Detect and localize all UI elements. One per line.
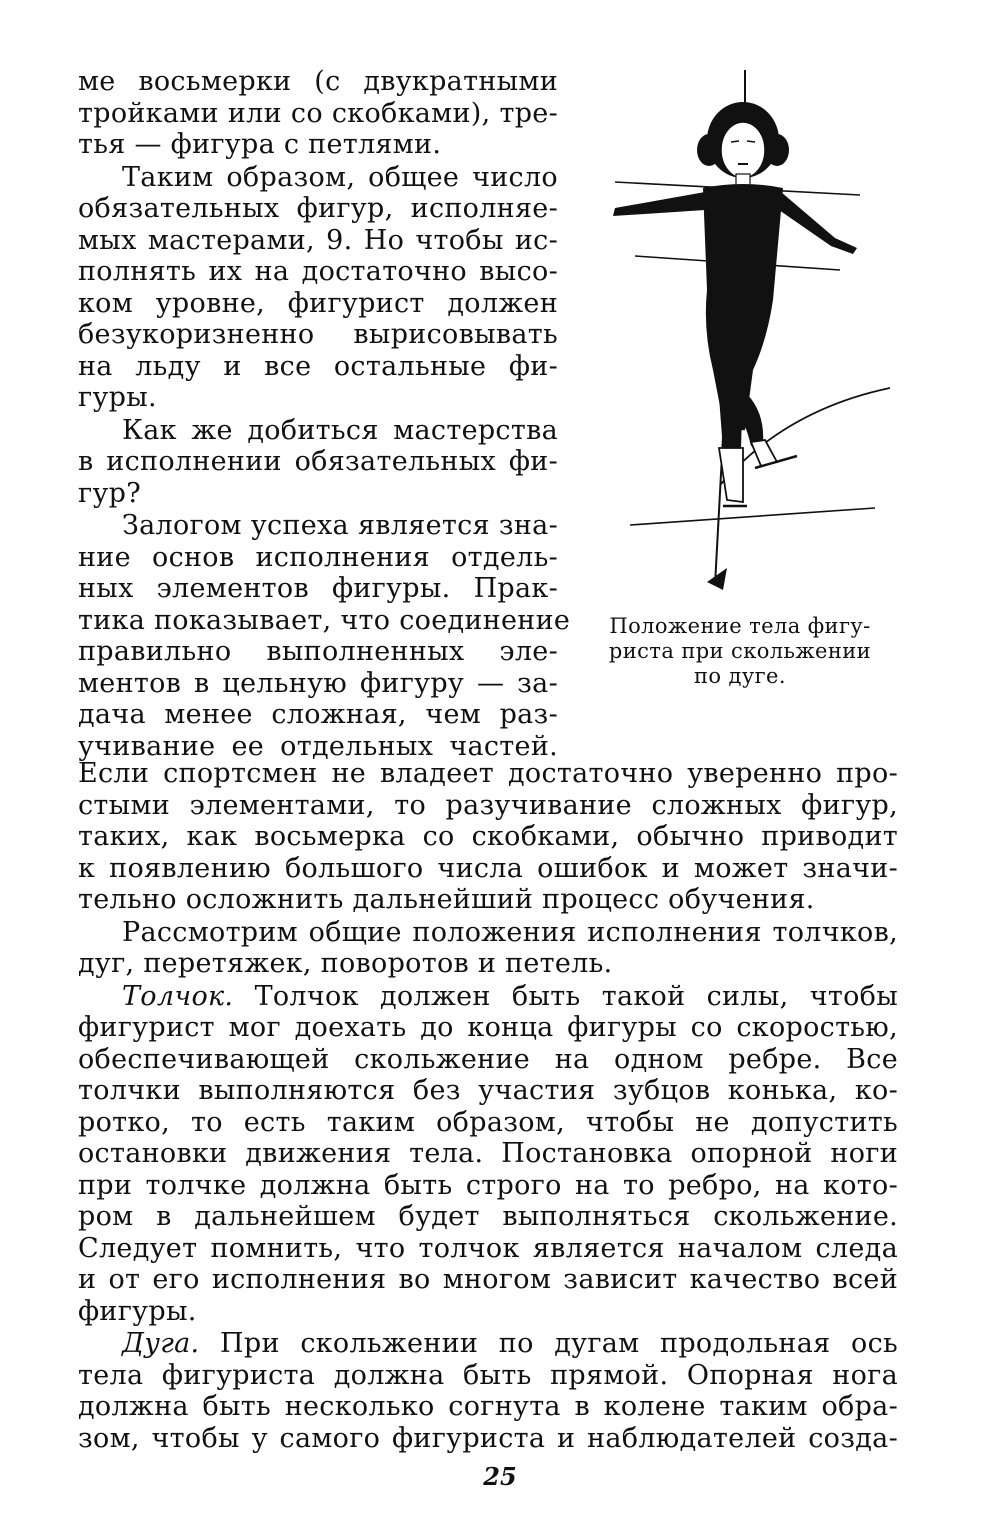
caption-line: Положение тела фигу- (609, 614, 871, 638)
paragraph-0 (78, 66, 558, 161)
text-line: правильно выполненных эле- (78, 636, 558, 667)
text-line: дача менее сложная, чем раз- (78, 699, 558, 730)
text-line: Если спортсмен не владеет достаточно уверенно про- (78, 758, 898, 789)
text-line: гур? (78, 477, 141, 509)
text-line: тья — фигура с петлями. (78, 129, 442, 160)
text-line: Таким образом, общее число (122, 161, 558, 193)
text-line: обязательных фигур, исполняе- (78, 193, 558, 224)
text-line (78, 1328, 898, 1360)
text-line: и от его исполнения во многом зависит качество всей (78, 1264, 898, 1295)
text-line: к появлению большого числа ошибок и может значи- (78, 852, 898, 884)
paragraph-5 (78, 917, 898, 980)
text-run: При скольжении по дугам продольная ось (199, 1328, 898, 1359)
text-line: остановки движения тела. Постановка опорной ноги (78, 1138, 898, 1169)
paragraph-tolchok (78, 981, 898, 1328)
paragraph-1 (78, 162, 558, 414)
text-line: ние основ исполнения отдель- (78, 541, 558, 573)
text-line: Залогом успеха является зна- (122, 510, 558, 541)
text-line: на льду и все остальные фи- (78, 350, 558, 382)
text-line: при толчке должна быть строго на то ребро, на кото- (78, 1169, 898, 1201)
text-line: полнять их на достаточно высо- (78, 256, 558, 287)
paragraph-3 (78, 510, 571, 762)
text-line: должна быть несколько согнута в колене таким обра- (78, 1391, 898, 1422)
text-line: Следует помнить, что толчок является началом следа (78, 1232, 898, 1264)
figure-skater-illustration (575, 70, 905, 689)
text-line: Рассмотрим общие положения исполнения толчков, (122, 916, 898, 948)
figure-caption (575, 614, 905, 689)
paragraph-2 (78, 415, 558, 510)
text-line: учивание ее отдельных частей. (78, 730, 558, 762)
text-line: в исполнении обязательных фи- (78, 446, 558, 477)
text-line: гуры. (78, 382, 157, 413)
paragraph-4 (78, 758, 898, 916)
full-width-text (78, 758, 898, 1454)
skater-drawing (595, 70, 895, 600)
text-line: ком уровне, фигурист должен (78, 287, 558, 319)
text-line (78, 981, 898, 1013)
text-line: фигурист мог доехать до конца фигуры со скоростью, (78, 1012, 898, 1043)
text-line: ных элементов фигуры. Прак- (78, 573, 558, 604)
text-line: зом, чтобы у самого фигуриста и наблюдателей созда- (78, 1422, 898, 1454)
text-line: обеспечивающей скольжение на одном ребре. Все (78, 1043, 898, 1075)
text-line: дуг, перетяжек, поворотов и петель. (78, 948, 613, 979)
text-line: ротко, то есть таким образом, чтобы не допустить (78, 1106, 898, 1138)
text-line: ме восьмерки (с двукратными (78, 66, 558, 97)
left-column (78, 66, 571, 762)
text-line: фигуры. (78, 1295, 197, 1327)
text-line: безукоризненно вырисовывать (78, 319, 558, 350)
text-line: мых мастерами, 9. Но чтобы ис- (78, 224, 558, 256)
text-line: тельно осложнить дальнейший процесс обучения. (78, 884, 815, 915)
text-line: ментов в цельную фигуру — за- (78, 667, 558, 699)
text-line: таких, как восьмерка со скобками, обычно приводит (78, 821, 898, 852)
caption-line: по дуге. (694, 664, 786, 688)
text-line: толчки выполняются без участия зубцов конька, ко- (78, 1075, 898, 1106)
text-line: Как же добиться мастерства (122, 414, 558, 446)
text-line: тройками или со скобками), тре- (78, 97, 558, 129)
paragraph-duga (78, 1328, 898, 1454)
text-line: стыми элементами, то разучивание сложных фигур, (78, 789, 898, 821)
text-line: ром в дальнейшем будет выполняться скольжение. (78, 1201, 898, 1232)
text-line: тела фигуриста должна быть прямой. Опорная нога (78, 1359, 898, 1391)
caption-line: риста при скольжении (608, 639, 872, 663)
text-run: Толчок должен быть такой силы, чтобы (233, 980, 898, 1012)
page-number: 25 (483, 1462, 517, 1491)
term-tolchok: Толчок. (122, 980, 234, 1012)
text-line: тика показывает, что соединение (78, 604, 571, 636)
term-duga: Дуга. (122, 1328, 200, 1359)
